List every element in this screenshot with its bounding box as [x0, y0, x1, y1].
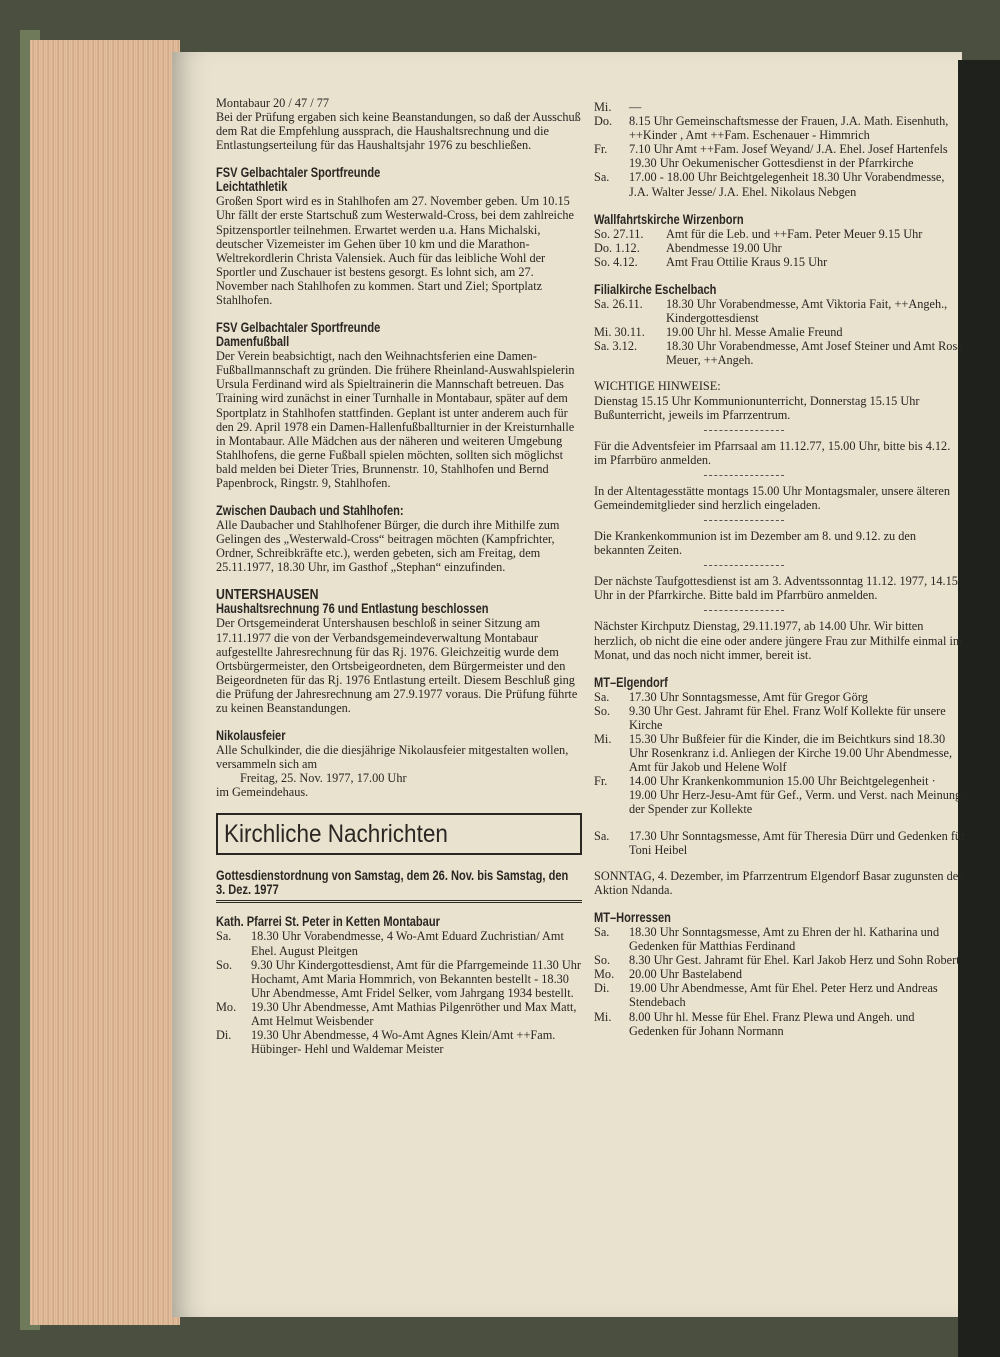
schedule-text: 8.15 Uhr Gemeinschaftsmesse der Frauen, J.A. Math. Eisenhuth, ++Kinder , Amt ++Fam. Eschenauer - Himmrich	[629, 114, 949, 143]
schedule-day: Sa.	[594, 924, 610, 939]
schedule-day: Mi.	[594, 732, 612, 746]
schedule-day: Mi.	[594, 1009, 612, 1024]
book-page-edges	[30, 40, 180, 1325]
schedule-day: Sa.	[594, 828, 610, 843]
schedule-row	[216, 929, 582, 957]
fsv1-text: Großen Sport wird es in Stahlhofen am 27. November geben. Um 10.15 Uhr fällt der erste Startschuß zum Westerwald-Cross, bei dem zahlreiche Spitzensportler teilnehmen. Erwartet werden u.a. Hans Michalski, deutscher Vizemeister im Gehen über 10 km und die Marathon-Weltrekordlerin Christa Valensiek. Auch für das leibliche Wohl der Sportler und Zuschauer ist bestens gesorgt. Es lohnt sich, am 27. November nach Stahlhofen zu kommen. Start und Ziel; Sportplatz Stahlhofen.	[216, 194, 575, 308]
schedule-text: 18.30 Uhr Vorabendmesse, 4 Wo-Amt Eduard Zuchristian/ Amt Ehel. August Pleitgen	[251, 929, 564, 958]
schedule-text: Abendmesse 19.00 Uhr	[666, 240, 782, 255]
schedule-row	[594, 690, 966, 704]
schedule-text: 8.30 Uhr Gest. Jahramt für Ehel. Karl Jakob Herz und Sohn Robert	[629, 953, 960, 968]
schedule-row	[594, 114, 966, 142]
divider	[704, 610, 784, 611]
right-column	[594, 100, 966, 1038]
schedule-row	[594, 170, 966, 198]
schedule-text: 18.30 Uhr Sonntagsmesse, Amt zu Ehren der hl. Katharina und Gedenken für Matthias Ferdinand	[629, 924, 940, 954]
schedule-day: Sa.	[594, 689, 610, 704]
schedule-row	[594, 953, 966, 967]
kirchputz-notice: Nächster Kirchputz Dienstag, 29.11.1977, ab 14.00 Uhr. Wir bitten herzlich, ob nicht die eine oder andere jüngere Frau zur Mithilfe einmal im Monat, und das noch nicht immer, bereit ist.	[594, 619, 963, 662]
schedule-day: Mo.	[594, 967, 615, 982]
schedule-day: So. 4.12.	[594, 254, 638, 269]
gottesdienst-title: Gottesdienstordnung von Samstag, dem 26. Nov. bis Samstag, den 3. Dez. 1977	[216, 868, 569, 898]
schedule-text: Amt für die Leb. und ++Fam. Peter Meuer 9.15 Uhr	[666, 226, 923, 241]
schedule-row	[594, 255, 966, 269]
schedule-day: Di.	[216, 1028, 232, 1043]
schedule-day: Sa.	[216, 929, 232, 944]
schedule-day: Sa. 26.11.	[594, 296, 643, 311]
alten-notice: In der Altentagesstätte montags 15.00 Uhr Montagsmaler, unsere älteren Gemeindemitglieder sind herzlich eingeladen.	[594, 483, 951, 512]
double-rule	[216, 900, 582, 903]
schedule-day: Sa. 3.12.	[594, 339, 638, 354]
schedule-text: 20.00 Uhr Bastelabend	[629, 967, 743, 982]
intro-paragraph: Bei der Prüfung ergaben sich keine Beanstandungen, so daß der Ausschuß dem Rat die Empfehlung aussprach, die Haushaltsrechnung und die Entlastungserteilung für das Haushaltsjahr 1976 zu beschließen.	[216, 110, 581, 153]
hinweise-text: Dienstag 15.15 Uhr Kommunionunterricht, Donnerstag 15.15 Uhr Bußunterricht, jeweils im Pfarrzentrum.	[594, 393, 920, 422]
schedule-text: 7.10 Uhr Amt ++Fam. Josef Weyand/ J.A. Ehel. Josef Hartenfels 19.30 Uhr Oekumenischer Gottesdienst in der Pfarrkirche	[629, 142, 948, 171]
schedule-row	[216, 1000, 582, 1028]
elgendorf-title: MT–Elgendorf	[594, 674, 668, 690]
schedule-text: 8.00 Uhr hl. Messe für Ehel. Franz Plewa und Angeh. und Gedenken für Johann Normann	[629, 1009, 915, 1038]
schedule-row	[594, 704, 966, 732]
untershausen-subtitle: Haushaltsrechnung 76 und Entlastung beschlossen	[216, 601, 489, 617]
schedule-row	[594, 297, 966, 325]
schedule-text: 15.30 Uhr Bußfeier für die Kinder, die im Beichtkurs sind 18.30 Uhr Rosenkranz i.d. Anliegen der Kirche 19.00 Uhr Abendmesse, Amt für Jakob und Helene Wolf	[629, 732, 953, 775]
schedule-text: 19.30 Uhr Abendmesse, 4 Wo-Amt Agnes Klein/Amt ++Fam. Hübinger- Hehl und Waldemar Meister	[251, 1028, 556, 1057]
schedule-row	[594, 1010, 966, 1038]
schedule-text: 17.30 Uhr Sonntagsmesse, Amt für Gregor Görg	[629, 689, 868, 704]
pfarrei-schedule	[216, 929, 582, 1056]
schedule-text: 19.00 Uhr Abendmesse, Amt für Ehel. Peter Herz und Andreas Stendebach	[629, 981, 938, 1010]
schedule-text: Amt Frau Ottilie Kraus 9.15 Uhr	[666, 254, 828, 269]
schedule-day: Di.	[594, 981, 610, 996]
divider	[704, 475, 784, 476]
kirchliche-nachrichten-title: Kirchliche Nachrichten	[224, 820, 448, 849]
daubach-title: Zwischen Daubach und Stahlhofen:	[216, 503, 404, 519]
schedule-row	[594, 227, 966, 241]
schedule-row	[594, 732, 966, 774]
nikolaus-text: Alle Schulkinder, die die diesjährige Nikolausfeier mitgestalten wollen, versammeln sich am	[216, 743, 569, 772]
schedule-text: —	[629, 100, 642, 114]
schedule-text: 14.00 Uhr Krankenkommunion 15.00 Uhr Beichtgelegenheit · 19.00 Uhr Herz-Jesu-Amt für Gef., Verm. und Verst. nach Meinung der Spender zur Kollekte	[629, 774, 962, 817]
schedule-text: 17.30 Uhr Sonntagsmesse, Amt für Theresia Dürr und Gedenken für Toni Heibel	[629, 828, 966, 857]
daubach-text: Alle Daubacher und Stahlhofener Bürger, die durch ihre Mithilfe zum Gelingen des „Westerwald-Cross“ beitragen möchten (Kampfrichter, Ordner, Schreibkräfte etc.), werden gebeten, sich am Freitag, dem 25.11.1977, 18.30 Uhr, im Gasthof „Stephan“ einzufinden.	[216, 518, 560, 575]
untershausen-text: Der Ortsgemeinderat Untershausen beschloß in seiner Sitzung am 17.11.1977 die von der Verbandsgemeindeverwaltung Montabaur aufgestellte Jahresrechnung für das Rj. 1976. Gleichzeitig wurde dem Ortsbürgermeister, den Ortsbeigeordneten, dem Bürgermeister und den Beigeordneten für das Rj. 1976 Entlastung erteilt. Diesem Beschluß ging die Prüfung der Jahresrechnung am 27.9.1977 voraus. Die Prüfung führte zu keinen Beanstandungen.	[216, 616, 578, 715]
tauf-notice: Der nächste Taufgottesdienst ist am 3. Adventssonntag 11.12. 1977, 14.15 Uhr in der Pfarrkirche. Bitte bald im Pfarrbüro anmelden.	[594, 574, 958, 603]
schedule-text: 9.30 Uhr Kindergottesdienst, Amt für die Pfarrgemeinde 11.30 Uhr Hochamt, Amt Maria Hommrich, von Bekannten bestellt - 18.30 Uhr Abendmesse, Amt Fridel Selker, vom Jahrgang 1934 bestellt.	[251, 957, 582, 1000]
schedule-day: Sa.	[594, 170, 610, 185]
fsv2-text: Der Verein beabsichtigt, nach den Weihnachtsferien eine Damen-Fußballmannschaft zu gründen. Die frühere Rheinland-Auswahlspielerin Ursula Ferdinand wird als Spieltrainerin die Mannschaft betreuen. Das Training wird zunächst in einer Turnhalle in Montabaur, später auf dem Sportplatz in Stahlhofen stattfinden. Geplant ist unter anderem auch für den 29. April 1978 ein Damen-Hallenfußballturnier in der Kreisturnhalle in Montabaur. Alle Mädchen aus der näheren und weiteren Umgebung Stahlhofens, die gerne Fußball spielen möchten, sollten sich möglichst bald melden bei Dieter Tries, Brunnenstr. 10, Stahlhofen und Bernd Papenbrock, Ringstr. 9, Stahlhofen.	[216, 349, 575, 490]
schedule-text: 9.30 Uhr Gest. Jahramt für Ehel. Franz Wolf Kollekte für unsere Kirche	[629, 703, 946, 732]
schedule-text: 17.00 - 18.00 Uhr Beichtgelegenheit 18.30 Uhr Vorabendmesse, J.A. Walter Jesse/ J.A. Ehel. Nikolaus Nebgen	[629, 170, 945, 199]
schedule-day: So. 27.11.	[594, 226, 644, 241]
page-header: Montabaur 20 / 47 / 77	[216, 96, 330, 110]
nikolaus-place: im Gemeindehaus.	[216, 785, 309, 800]
schedule-row	[216, 1028, 582, 1056]
schedule-day: Fr.	[594, 774, 608, 789]
left-column	[216, 96, 582, 1056]
schedule-text: 19.00 Uhr hl. Messe Amalie Freund	[666, 325, 843, 340]
kirchliche-nachrichten-box	[216, 813, 582, 855]
schedule-text: 18.30 Uhr Vorabendmesse, Amt Viktoria Fait, ++Angeh., Kindergottesdienst	[666, 296, 948, 326]
schedule-row	[594, 241, 966, 255]
schedule-row	[594, 967, 966, 981]
schedule-text: 18.30 Uhr Vorabendmesse, Amt Josef Steiner und Amt Rosa Meuer, ++Angeh.	[666, 339, 963, 368]
kranken-notice: Die Krankenkommunion ist im Dezember am 8. und 9.12. zu den bekannten Zeiten.	[594, 529, 917, 558]
horressen-title: MT–Horressen	[594, 909, 671, 925]
schedule-day: Mo.	[216, 999, 237, 1014]
filialkirche-title: Filialkirche Eschelbach	[594, 281, 717, 297]
advent-notice: Für die Adventsfeier im Pfarrsaal am 11.12.77, 15.00 Uhr, bitte bis 4.12. im Pfarrbüro anmelden.	[594, 438, 951, 467]
schedule-day: So.	[216, 957, 233, 972]
divider	[704, 565, 784, 566]
nikolaus-title: Nikolausfeier	[216, 728, 286, 744]
schedule-day: Mi. 30.11.	[594, 325, 645, 340]
schedule-row	[594, 829, 966, 857]
divider	[704, 520, 784, 521]
schedule-row	[216, 958, 582, 1000]
schedule-day: Do.	[594, 114, 613, 129]
hinweise-title: WICHTIGE HINWEISE:	[594, 379, 721, 394]
schedule-row	[594, 325, 966, 339]
schedule-day: Fr.	[594, 142, 608, 157]
fsv1-subtitle: Leichtathletik	[216, 179, 288, 195]
fsv1-title: FSV Gelbachtaler Sportfreunde	[216, 165, 381, 181]
fsv2-title: FSV Gelbachtaler Sportfreunde	[216, 320, 381, 336]
schedule-day: Mi.	[594, 100, 612, 114]
sonntag-notice: SONNTAG, 4. Dezember, im Pfarrzentrum Elgendorf Basar zugunsten der Aktion Ndanda.	[594, 868, 963, 897]
schedule-day: Do. 1.12.	[594, 240, 640, 255]
divider	[704, 430, 784, 431]
schedule-row	[594, 142, 966, 170]
schedule-day: So.	[594, 703, 611, 718]
fsv2-subtitle: Damenfußball	[216, 334, 290, 350]
untershausen-title: UNTERSHAUSEN	[216, 586, 319, 604]
nikolaus-date: Freitag, 25. Nov. 1977, 17.00 Uhr	[240, 771, 407, 786]
schedule-text: 19.30 Uhr Abendmesse, Amt Mathias Pilgenröther und Max Matt, Amt Helmut Weisbender	[251, 999, 577, 1029]
pfarrei-title: Kath. Pfarrei St. Peter in Ketten Montabaur	[216, 914, 440, 930]
schedule-row	[594, 925, 966, 953]
schedule-day: So.	[594, 953, 611, 968]
wallfahrtskirche-title: Wallfahrtskirche Wirzenborn	[594, 211, 744, 227]
schedule-row	[594, 100, 966, 114]
schedule-row	[594, 981, 966, 1009]
schedule-row	[594, 339, 966, 367]
schedule-row	[594, 774, 966, 816]
